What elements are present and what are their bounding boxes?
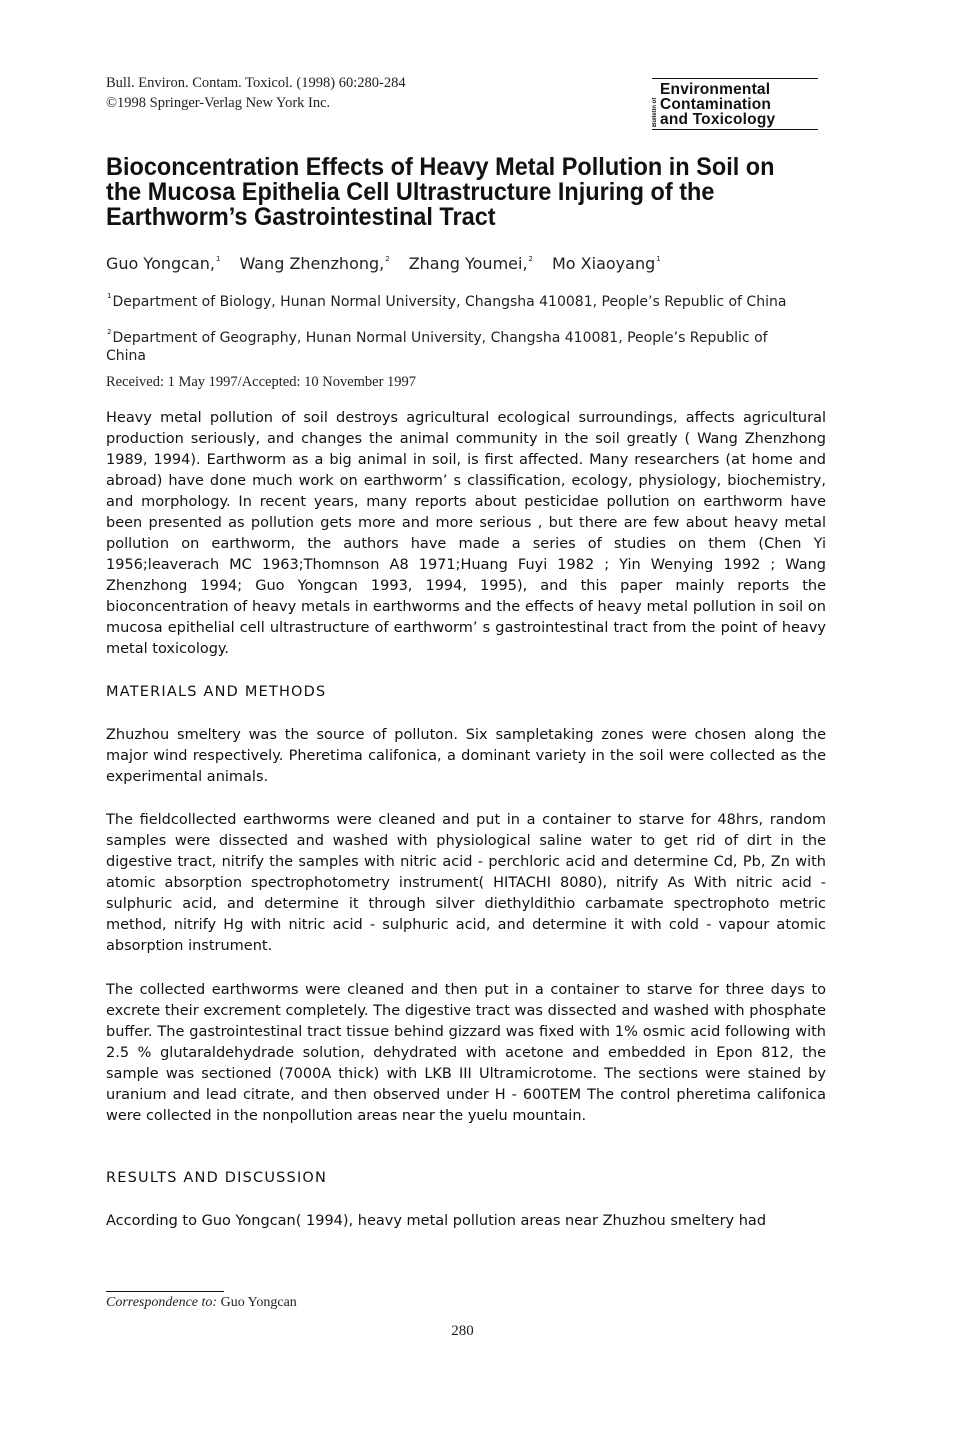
footnote-rule — [106, 1291, 224, 1292]
affiliation-text: Department of Geography, Hunan Normal University, Changsha 410081, People’s Republic of China — [106, 330, 768, 364]
page-number: 280 — [451, 1323, 474, 1339]
methods-paragraph-2: The fieldcollected earthworms were cleaned and put in a container to starve for 48hrs, random samples were dissected and washed with physiological saline water to get rid of dirt in the digestive tract, nitrify the samples with nitric acid - perchloric acid and determine Cd, Pb, Zn with atomic absorption spectrophotometry instrument( HITACHI 8080), nitrify As With nitric acid - sulphuric acid, and determine it through silver diethyldithio carbamate spectrophoto metric method, nitrify Hg with nitric acid - sulphuric acid, and determine it with cold - vapour atomic absorption instrument. — [106, 812, 826, 954]
materials-methods-heading: MATERIALS AND METHODS — [106, 684, 327, 700]
journal-logo — [652, 78, 818, 130]
citation-block — [106, 73, 406, 113]
affiliation-marker: 1 — [107, 292, 112, 300]
author-name: Guo Yongcan, — [106, 254, 215, 273]
results-discussion-heading: RESULTS AND DISCUSSION — [106, 1170, 328, 1186]
results-paragraph-1: According to Guo Yongcan( 1994), heavy metal pollution areas near Zhuzhou smeltery had — [106, 1213, 767, 1229]
author-name: Zhang Youmei, — [408, 254, 528, 273]
affiliation-2 — [106, 323, 796, 365]
logo-bottom-rule — [652, 129, 818, 130]
copyright-line: ©1998 Springer-Verlag New York Inc. — [106, 95, 331, 111]
correspondence-label: Correspondence to: — [106, 1295, 218, 1310]
introduction-paragraph: Heavy metal pollution of soil destroys agricultural ecological surroundings, affects agricultural production seriously, and changes the animal community in the soil greatly ( Wang Zhenzhong 1989, 1994). Earthworm as a big animal in soil, is first affected. Many researchers (at home and abroad) have done much work on earthworm’ s classification, ecology, physiology, biochemistry, and morphology. In recent years, many reports about pesticidae pollution on earthworm have been presented as pollution gets more and more serious , but there are few about heavy metal pollution on earthworm, the authors have made a series of studies on them (Chen Yi 1956;leaverach MC 1963;Thomnson A8 1971;Huang Fuyi 1982 ; Yin Wenying 1992 ; Wang Zhenzhong 1994; Guo Yongcan 1993, 1994, 1995), and this paper mainly reports the bioconcentration of heavy metals in earthworms and the effects of heavy metal pollution in soil on mucosa epithelial cell ultrastructure of earthworm’ s gastrointestinal tract from the point of heavy metal toxicology. — [106, 410, 826, 657]
author-name: Mo Xiaoyang — [552, 254, 656, 273]
article-title: Bioconcentration Effects of Heavy Metal Pollution in Soil on the Mucosa Epithelia Cell Ultrastructure Injuring of the Earthworm’s Gastrointestinal Tract — [106, 153, 775, 231]
author-affiliation-marker: 1 — [215, 255, 221, 263]
correspondence-name: Guo Yongcan — [220, 1295, 297, 1310]
author-name: Wang Zhenzhong, — [239, 254, 385, 273]
correspondence-footnote — [106, 1295, 297, 1311]
logo-line-environmental: Environmental — [660, 81, 771, 98]
methods-paragraph-3: The collected earthworms were cleaned and then put in a container to starve for three days to excrete their excrement completely. The digestive tract was dissected and washed with phosphate buffer. The gastrointestinal tract tissue behind gizzard was fixed with 1% osmic acid following with 2.5 % glutaraldehydrade solution, dehydrated with acetone and embedded in Epon 812, the sample was sectioned (7000A thick) with LKB III Ultramicrotome. The sections were stained by uranium and lead citrate, and then observed under H - 600TEM The control pheretima califonica were collected in the nonpollution areas near the yuelu mountain. — [106, 982, 826, 1124]
affiliation-1 — [106, 287, 796, 311]
logo-line-contamination: Contamination — [660, 96, 772, 113]
logo-side-text: Bulletin of — [652, 97, 658, 127]
affiliation-text: Department of Biology, Hunan Normal University, Changsha 410081, People’s Republic of China — [112, 294, 787, 310]
author-affiliation-marker: 2 — [385, 255, 390, 263]
received-accepted-dates: Received: 1 May 1997/Accepted: 10 November 1997 — [106, 374, 417, 390]
logo-line-toxicology: and Toxicology — [660, 111, 776, 128]
author-affiliation-marker: 1 — [656, 255, 661, 263]
author-affiliation-marker: 2 — [528, 255, 533, 263]
citation-line: Bull. Environ. Contam. Toxicol. (1998) 60:280-284 — [106, 75, 406, 91]
author-list — [106, 248, 662, 275]
methods-paragraph-1: Zhuzhou smeltery was the source of polluton. Six sampletaking zones were chosen along the major wind respectively. Pheretima califonica, a dominant variety in the soil were collected as the experimental animals. — [106, 727, 826, 785]
affiliation-marker: 2 — [107, 328, 112, 336]
